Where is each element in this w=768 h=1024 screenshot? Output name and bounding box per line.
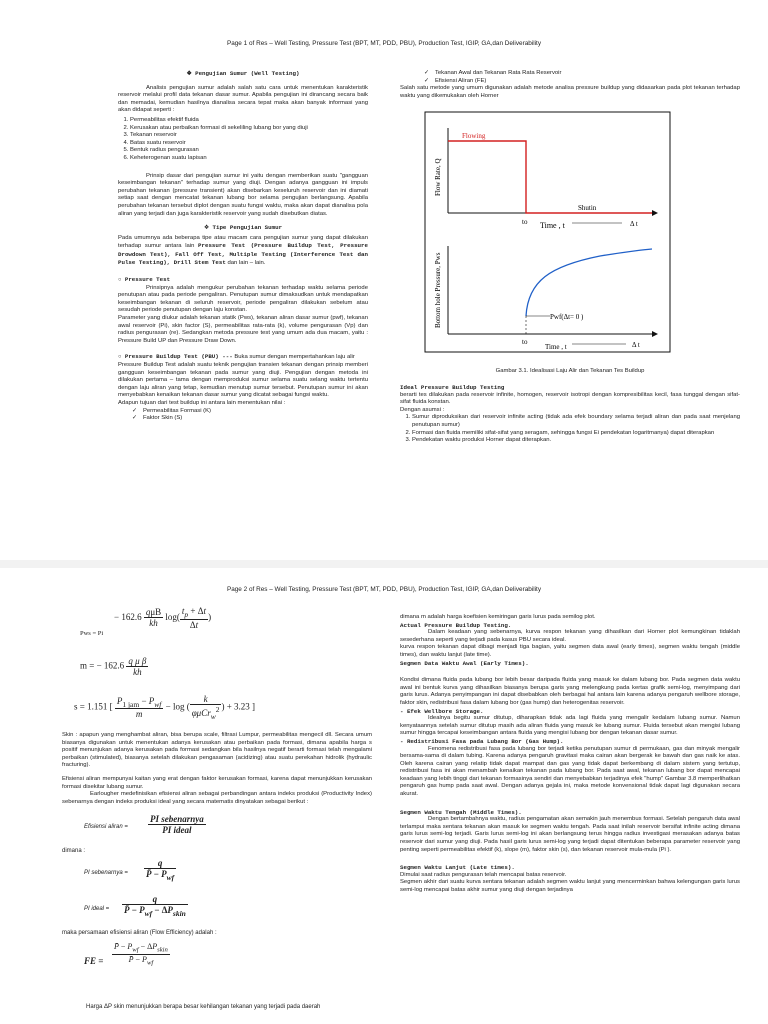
dimana-label: dimana : bbox=[62, 848, 86, 854]
section-heading: Ideal Pressure Buildup Testing bbox=[400, 383, 505, 391]
paragraph: kurva respon tekanan dapat dibagi menjadi tiga bagian, yaitu segmen data awal (early times), segmen waktu tengah (middle times), dan waktu lanjut (late time). bbox=[400, 644, 740, 658]
fe-equations bbox=[62, 814, 372, 1024]
pi-ideal-fraction: $\frac{q}{P̄ - P_{wf} - \Delta P_{skin}}$ bbox=[124, 894, 186, 918]
list-item: 4. Batas suatu reservoir bbox=[130, 140, 368, 148]
right-column bbox=[400, 70, 740, 451]
y-label-flow: Flow Rate, Q bbox=[434, 158, 442, 197]
paragraph: berarti tes dilakukan pada reservoir infinite, homogen, reservoir isotropi dengan kompresibilitas kecil, fasa tunggal dengan sifat-sifat fluida konstan. bbox=[400, 391, 740, 406]
paragraph: Pada umumnya ada beberapa tipe atau macam cara pengujian sumur yang dapat dilakukan terhadap sumur antara lain Pressure Test (Pressure Buildup Test, Pressure Drowdown Test), Fall Off Test, Multiple Testing (Interference Test dan Pulse Testing), Drill Stem Test dan lain – lain. bbox=[118, 234, 368, 267]
flowing-label: Flowing bbox=[462, 132, 486, 141]
list-item: 2. Kerusakan atau perbaikan formasi di sekeliling lubang bor yang diuji bbox=[130, 125, 368, 133]
page-header: Page 2 of Res – Well Testing, Pressure Test (BPT, MT, PDD, PBU), Production Test, IGIP, GA,dan Deliverability bbox=[226, 586, 542, 593]
paragraph: Prinsip dasar dari pengujian sumur ini yaitu dengan memberikan suatu "gangguan keseimbangan tekanan" terhadap sumur yang diuji. Dengan adanya gangguan ini impuls perubahan tekanan (pressure transient) akan disebarkan keseluruh reservoir dan ini diamati setiap saat dengan mencatat tekanan lubang bor selama pengujian berlangsung. Apabila perubahan tekanan tersebut diplot dengan suatu fungsi waktu, maka akan dapat dianalisa pola aliran yang terjadi dan juga karakteristik reservoir yang sudah disebutkan diatas. bbox=[118, 172, 368, 217]
list-item: ✓ Permeabilitas Formasi (K) bbox=[132, 408, 368, 416]
paragraph: Dimulai saat radius pengurasan telah mencapai batas reservoir. bbox=[400, 871, 567, 878]
list-item: 2. Formasi dan fluida memiliki sifat-sifat yang seragam, sehingga fungsi Ei pendekatan logaritmanya) dapat diterapkan bbox=[412, 430, 740, 438]
ef-fraction: $\frac{\text{PI sebenarnya}}{\text{PI ideal}}$ bbox=[150, 814, 204, 835]
eq-horner: − 162.6 $\frac{\text{qμB}}{kh}$ log( $\frac{t_p + \Delta t}{\Delta t}$ ) bbox=[114, 606, 212, 630]
list-item: 1. Sumur diproduksikan dari reservoir infinite acting (tidak ada efek boundary selama terjadi aliran dan pada saat menjelang penutupan sumur) bbox=[412, 414, 740, 429]
arrow-head bbox=[652, 331, 658, 337]
info-list bbox=[118, 117, 368, 163]
paragraph: Skin : apapun yang menghambat aliran, bisa berupa scale, filtrasi Lumpur, permeabilitas mengecil dll. Secara umum biasanya digunakan untuk menentukan adanya kerusakan atau perbaikan pada formasi, dimana apabila harga s positif menunjukan adanya kerusakan pada formasi sedangkan bila hasilnya negatif berarti formasi telah mengalami perbaikan (stimulated), biasanya setelah dilakukan pengasaman (acidizing) atau suatu perekahan hidrolik (hydraulic fracturing). bbox=[62, 732, 372, 769]
time-label: Time , t bbox=[540, 221, 565, 231]
section-heading: ○ Pressure Test bbox=[118, 276, 171, 284]
list-item: ✓ Tekanan Awal dan Tekanan Rata Rata Reservoir bbox=[424, 70, 740, 78]
paragraph: maka persamaan efisiensi aliran (Flow Efficiency) adalah : bbox=[62, 930, 217, 936]
section-heading: Segmen Waktu Tengah (Middle Times). bbox=[400, 808, 522, 816]
page-header: Page 1 of Res – Well Testing, Pressure Test (BPT, MT, PDD, PBU), Production Test, IGIP, GA,dan Deliverability bbox=[226, 40, 542, 47]
paragraph: Dengan bertambahnya waktu, radius pengamatan akan semakin jauh menembus formasi. Setelah pengaruh data awal terlampui maka sentara tekanan akan masuk ke segmen waktu tengah. Pada saat inilah reservoir bersifat infinite acting dimana garis lurus semi-log terjadi. Garis lurus semi-log ini akan berlangsung terus hingga radius investigasi merasakan adanya batas reservoir dari sumur yang diuji. Pada hasil garis lurus semi-log yang terjadi dapat ditentukan beberapa parameter reservoir yang penting seperti permeabilitas efektif (k), slope (m), faktor skin (s), dan tekanan reservoir mula-mula (Pi ). bbox=[400, 816, 740, 853]
list-item: 5. Bentuk radius pengurasan bbox=[130, 147, 368, 155]
paragraph: Fenomena redistribusi fasa pada lubang bor terjadi ketika penutupan sumur di permukaan, gas dan minyak mengalir bersama-sama di dalam tubing. Karena adanya pengaruh gravitasi maka cairan akan bergerak ke bawah dan gas naik ke atas. Oleh karena cairan yang relatip tidak dapat mampat dan gas yang tidak dapat berkembang di dalam sistem yang tertutup, redistribusi fasa ini akan menambah kenaikan tekanan pada lubang bor. Pada saat awal, tekanan lubang bor dapat mencapai keadaan yang lebih tinggi dari tekanan formasinya sendiri dan menyebabkan terjadinya efek "hump" Gambar 3.8 memperlihatkan pengaruh gas hump pada saat awal. Dengan adanya gejala ini, maka metode konvensional tidak dapat lagi digunakan secara akurat. bbox=[400, 745, 740, 798]
list-item: 1. Permeabilitas efektif fluida bbox=[130, 117, 368, 125]
section-heading: ❖ Tipe Pengujian Sumur bbox=[203, 224, 283, 232]
equation-block bbox=[74, 602, 380, 732]
paragraph: Salah satu metode yang umum digunakan adalah metode analisa pressure buildup yang didasarkan pada plot tekanan terhadap waktu yang dikemukakan oleh Horner bbox=[400, 85, 740, 99]
paragraph: ○ Pressure Buildup Test (PBU) --- Buka sumur dengan mempertahankan laju alir bbox=[118, 353, 355, 361]
assumption-list bbox=[400, 414, 740, 444]
flow-rate-line bbox=[448, 141, 652, 213]
list-item: 6. Keheterogenan suatu lapisan bbox=[130, 155, 368, 163]
left-column bbox=[118, 70, 368, 429]
to-label: to bbox=[522, 218, 528, 227]
shutin-label: Shutin bbox=[578, 204, 597, 213]
paragraph: Analisis pengujian sumur adalah salah satu cara untuk menentukan karakteristik reservoir melalui profil data tekanan dasar sumur. Apabila pengujian ini dirancang secara baik dan memadai, kemudian hasilnya dianalisa secara tepat maka akan banyak informasi yang akan didapat seperti : bbox=[118, 84, 368, 114]
pressure-curve bbox=[526, 249, 652, 316]
paragraph: Earlougher medefinisikan efisiensi aliran sebagai perbandingan antara indeks produksi (Productivity Index) sebenarnya dengan indeks produksi ideal yang secara matematis dinyatakan sebagai berikut : bbox=[62, 791, 372, 805]
list-item: ✓ Efisiensi Aliran (FE) bbox=[424, 78, 740, 86]
pi-ideal-label: PI ideal = bbox=[84, 906, 110, 912]
time-label: Time , t bbox=[545, 343, 567, 352]
eq-slope: m = − 162.6 $\frac{\text{q μ β}}{kh}$ bbox=[80, 656, 147, 677]
list-item: 3. Tekanan reservoir bbox=[130, 132, 368, 140]
page-2 bbox=[0, 568, 768, 1024]
arrow-head bbox=[652, 210, 658, 216]
left-column bbox=[62, 732, 372, 812]
dt-label: Δ t bbox=[630, 220, 638, 229]
paragraph: Kondisi dimana fluida pada lubang bor lebih besar daripada fluida yang masuk ke dalam lubang bor. Pada segmen data waktu awal ini bentuk kurva yang dihasilkan biasanya berupa garis yang melengkung pada kertas grafik semi-log, menyimpang dari garis lurus. Adanya penyimpangan ini dapat disebabkan oleh berbagai hal antara lain karena adanya pengaruh wellbore storage, faktor skin, redistribusi fasa dalam lubang bor (gas hump) dan heterogenitas reservoir. bbox=[400, 677, 740, 706]
pi-seb-label: PI sebenarnya = bbox=[84, 870, 128, 876]
section-heading: ❖ Pengujian Sumur (Well Testing) bbox=[186, 70, 300, 77]
section-heading: - Efek Wellbore Storage. bbox=[400, 707, 484, 715]
list-item: 3. Pendekatan waktu produksi Horner dapat diterapkan. bbox=[412, 437, 740, 445]
section-heading: Segmen Waktu Lanjut (Late times). bbox=[400, 864, 515, 872]
section-heading: - Redistribusi Fasa pada Lubang Bor (Gas Hump). bbox=[400, 737, 564, 745]
to-label: to bbox=[522, 338, 528, 347]
check-list bbox=[400, 70, 740, 85]
ef-label: Efisiensi aliran = bbox=[84, 824, 128, 830]
paragraph: Pressure Buildup Test adalah suatu teknik pengujian transien tekanan dengan prinsip memberi gangguan keseimbangan tekanan pada sumur yang diuji. Pengujian dengan metoda ini dilakukan pertama – tama dengan memproduksi sumur selama suatu selang waktu tertentu dengan laju aliran yang tetap, kemudian menutup sumur tersebut. Penutupan sumur ini akan menyebabkan kenaikan tekanan dasar sumur yang dicatat sebagai fungsi waktu. bbox=[118, 362, 368, 399]
list-item: ✓ Faktor Skin (S) bbox=[132, 415, 368, 423]
paragraph: Parameter yang diukur adalah tekanan statik (Pws), tekanan aliran dasar sumur (pwf), tekanan awal reservoir (Pi), skin factor (S), permeabilitas rata-rata (k), volume pengurasan (Vp) dan radius pengurasan (re). Sedangkan metoda pressure test yang umum ada dua macam, yaitu : Pressure Build UP dan Pressure Draw Down. bbox=[118, 315, 368, 344]
paragraph: Dengan asumsi : bbox=[400, 406, 445, 413]
paragraph: dimana m adalah harga koefisien kemiringan garis lurus pada semilog plot. bbox=[400, 614, 596, 620]
paragraph: Dalam keadaan yang sebenarnya, kurva respon tekanan yang dihasilkan dari Horner plot kemungkinan tidaklah sesederhana seperti yang terjadi pada kasus PBU secara ideal. bbox=[400, 629, 740, 643]
section-heading: Segmen Data Waktu Awal (Early Times). bbox=[400, 659, 529, 667]
eq-pws: Pws = Pi bbox=[80, 630, 104, 637]
paragraph: Adapun tujuan dari test buildup ini antara lain menentukan nilai : bbox=[118, 399, 286, 406]
paragraph: Harga ΔP skin menunjukkan berapa besar kehilangan tekanan yang terjadi pada daerah bbox=[86, 1004, 321, 1010]
fe-fraction: $\frac{P̄ - P_{wf} - \Delta P_{skin}}{P̄ - P_{wf}}$ bbox=[114, 942, 168, 967]
section-heading: Actual Pressure Buildup Testing. bbox=[400, 621, 512, 629]
right-column bbox=[400, 614, 740, 895]
y-label-pressure: Bottom hole Pressure, Pws bbox=[434, 252, 442, 329]
horner-figure bbox=[400, 106, 740, 356]
check-list bbox=[118, 408, 368, 423]
pwf-label: Pwf(Δt= 0 ) bbox=[550, 313, 584, 322]
paragraph: Idealnya begitu sumur ditutup, diharapkan tidak ada lagi fluida yang mengalir kedalam lubang sumur. Namun kenyataannya setelah sumur ditutup masih ada aliran fluida yang masuk ke lubang sumur. Fluida tersebut akan mengisi lubang sumur hingga tercapai keseimbangan antara fluida yang mengisi lubang bor dengan tekanan dasar sumur. bbox=[400, 715, 740, 737]
fe-lhs: FE = bbox=[84, 956, 104, 966]
eq-skin: s = 1.151 [ $\frac{P_{1 jam} - P_{wf}}{m}$ − log ( $\frac{k}{\varphi\mu Cr_w^2}$ ) + 3.23 ] bbox=[74, 694, 256, 721]
paragraph: Efisiensi aliran mempunyai kaitan yang erat dengan faktor kerusakan formasi, karena dapat menunjukkan kerusakan formasi disekitar lubang sumur. bbox=[62, 775, 372, 790]
pi-seb-fraction: $\frac{q}{P̄ - P_{wf}}$ bbox=[146, 858, 175, 882]
dt-label: Δ t bbox=[632, 341, 640, 350]
paragraph: Prinsipnya adalah mengukur perubahan tekanan terhadap waktu selama periode penutupan atau pada periode pengaliran. Penutupan sumur dimaksudkan untuk mendapatkan keseimbangan tekanan di seluruh reservoir, periode pengaliran dilakukan sebelum atau sesudah periode penutupan dengan laju konstan. bbox=[118, 284, 368, 314]
paragraph: Segmen akhir dari suatu kurva sentara tekanan adalah segmen waktu lanjut yang mencerminkan bahwa kelengungan garis lurus semi-log mencapai batas akhir sumur yang diuji dengan terjadinya bbox=[400, 879, 740, 893]
figure-caption: Gambar 3.1. Idealisasi Laju Alir dan Tekanan Tes Buildup bbox=[495, 368, 645, 375]
